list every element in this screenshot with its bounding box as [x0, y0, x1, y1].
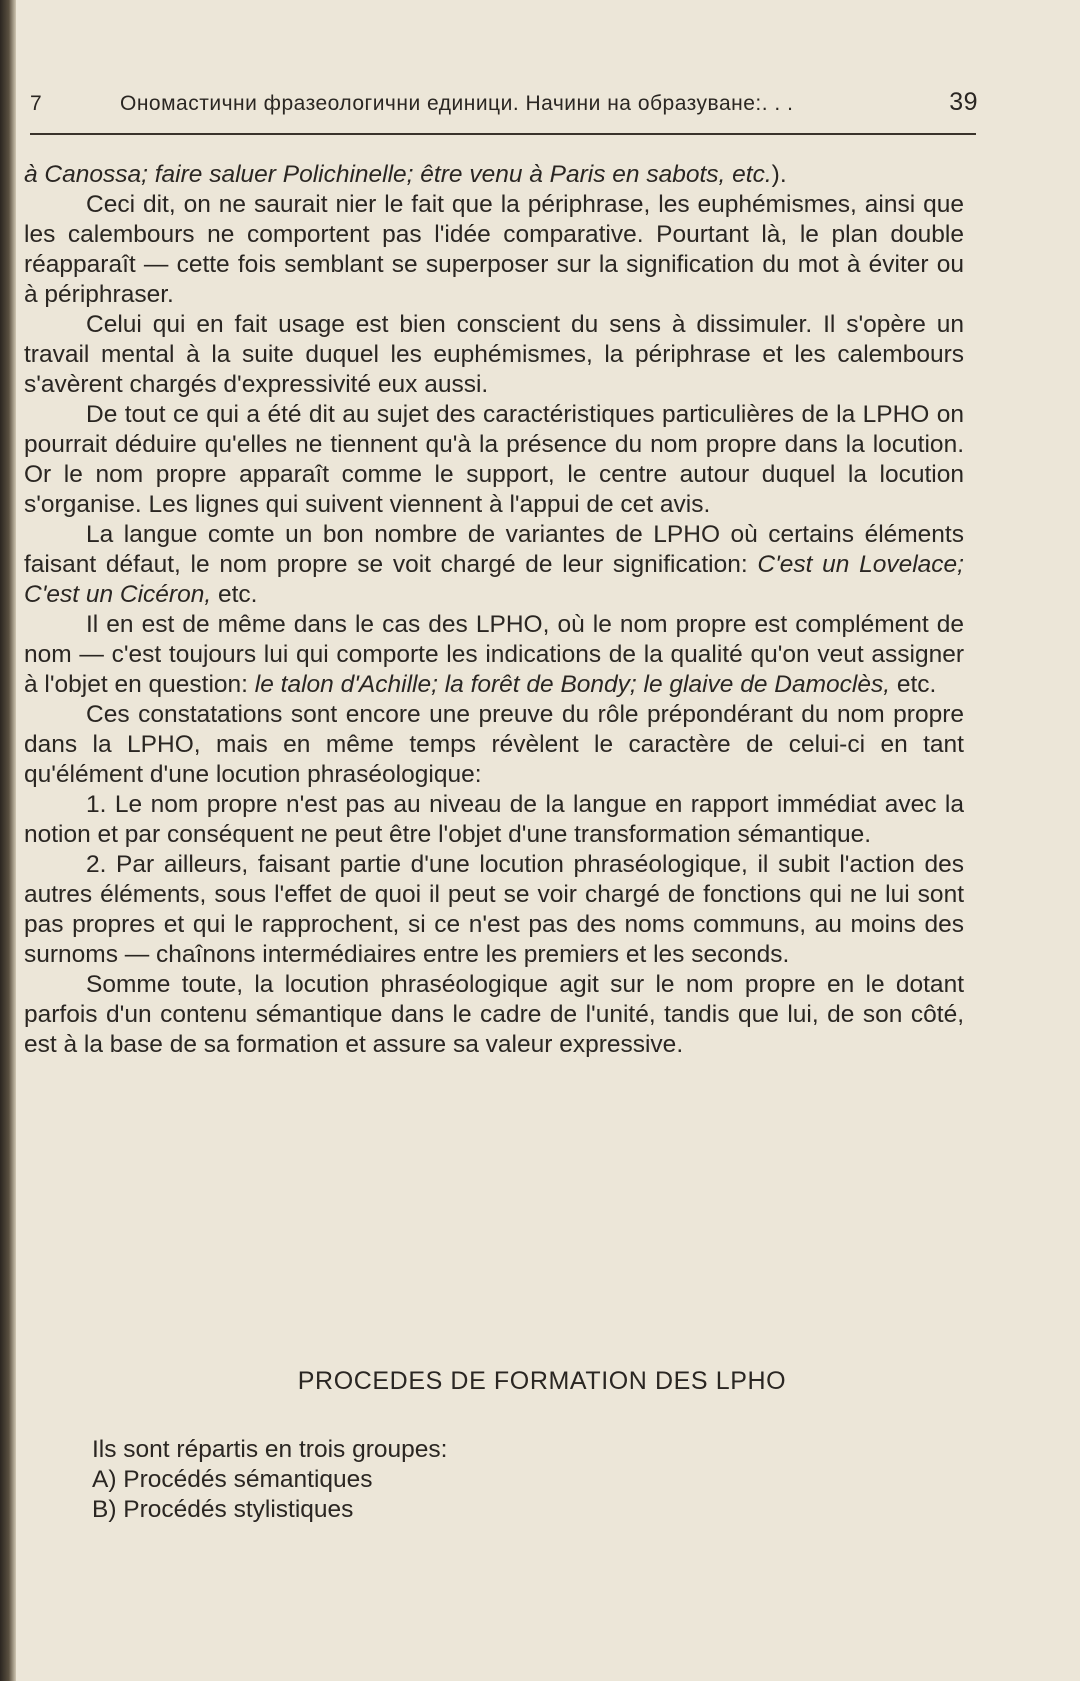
header-left-number: 7: [30, 92, 43, 115]
paragraph: [24, 700, 964, 790]
text-run: Celui qui en fait usage est bien conscient du sens à dissimuler. Il s'opère un travail mental à la suite duquel les euphémismes, la périphrase et les calembours s'avèrent chargés d'expressivité eux aussi.: [24, 311, 964, 398]
page-number: 39: [949, 88, 978, 116]
numbered-point: [24, 850, 964, 970]
list-item: B) Procédés stylistiques: [92, 1496, 354, 1523]
italic-text: C'est un Lovelace; C'est un Cicéron,: [24, 551, 964, 608]
italic-text: à Canossa; faire saluer Polichinelle; être venu à Paris en sabots, etc.: [24, 161, 772, 188]
numbered-point: [24, 790, 964, 850]
section-intro-text: Ils sont répartis en trois groupes:: [92, 1436, 448, 1463]
text-run: Ces constatations sont encore une preuve du rôle prépondérant du nom propre dans la LPHO, mais en même temps révèlent le caractère de celui-ci en tant qu'élément d'une locution phraséologique:: [24, 701, 964, 788]
list-item: A) Procédés sémantiques: [92, 1466, 373, 1493]
body-text: [24, 160, 964, 1060]
paragraph: [24, 400, 964, 520]
text-run: etc.: [890, 671, 937, 698]
text-run: etc.: [211, 581, 258, 608]
paragraph: [24, 520, 964, 610]
text-run: 2. Par ailleurs, faisant partie d'une locution phraséologique, il subit l'action des autres éléments, sous l'effet de quoi il peut se voir chargé de fonctions qui ne lui sont pas propres et qui le rapprochent, si ce n'est pas des noms communs, au moins des surnoms — chaînons intermédiaires entre les premiers et les seconds.: [24, 851, 964, 968]
text-run: Il en est de même dans le cas des LPHO, où le nom propre est complément de nom — c'est toujours lui qui comporte les indications de la qualité qu'on veut assigner à l'objet en question:: [24, 611, 964, 698]
paragraph: [24, 310, 964, 400]
header-rule: [30, 133, 976, 135]
running-title: Ономастични фразеологични единици. Начини на образуване:. . .: [120, 92, 794, 115]
text-run: ).: [771, 161, 787, 188]
running-header: [30, 88, 978, 124]
section-intro: [92, 1435, 992, 1525]
italic-text: le talon d'Achille; la forêt de Bondy; le glaive de Damoclès,: [254, 671, 891, 698]
text-run: La langue comte un bon nombre de variantes de LPHO où certains éléments faisant défaut, le nom propre se voit chargé de leur signification:: [24, 521, 964, 578]
paragraph: [24, 970, 964, 1060]
paragraph: [24, 610, 964, 700]
text-run: Ceci dit, on ne saurait nier le fait que la périphrase, les euphémismes, ainsi que les calembours ne comportent pas l'idée comparative. Pourtant là, le plan double réapparaît — cette fois semblant se superposer sur la signification du mot à éviter ou à périphraser.: [24, 191, 964, 308]
book-page: [22, 0, 1062, 1681]
book-binding-edge: [0, 0, 16, 1681]
paragraph-continuation: [24, 160, 964, 190]
paragraph: [24, 190, 964, 310]
text-run: Somme toute, la locution phraséologique agit sur le nom propre en le dotant parfois d'un contenu sémantique dans le cadre de l'unité, tandis que lui, de son côté, est à la base de sa formation et assure sa valeur expressive.: [24, 971, 964, 1058]
text-run: De tout ce qui a été dit au sujet des caractéristiques particulières de la LPHO on pourrait déduire qu'elles ne tiennent qu'à la présence du nom propre dans la locution. Or le nom propre apparaît comme le support, le centre autour duquel la locution s'organise. Les lignes qui suivent viennent à l'appui de cet avis.: [24, 401, 964, 518]
text-run: 1. Le nom propre n'est pas au niveau de la langue en rapport immédiat avec la notion et par conséquent ne peut être l'objet d'une transformation sémantique.: [24, 791, 964, 848]
section-heading: PROCEDES DE FORMATION DES LPHO: [297, 1367, 787, 1395]
